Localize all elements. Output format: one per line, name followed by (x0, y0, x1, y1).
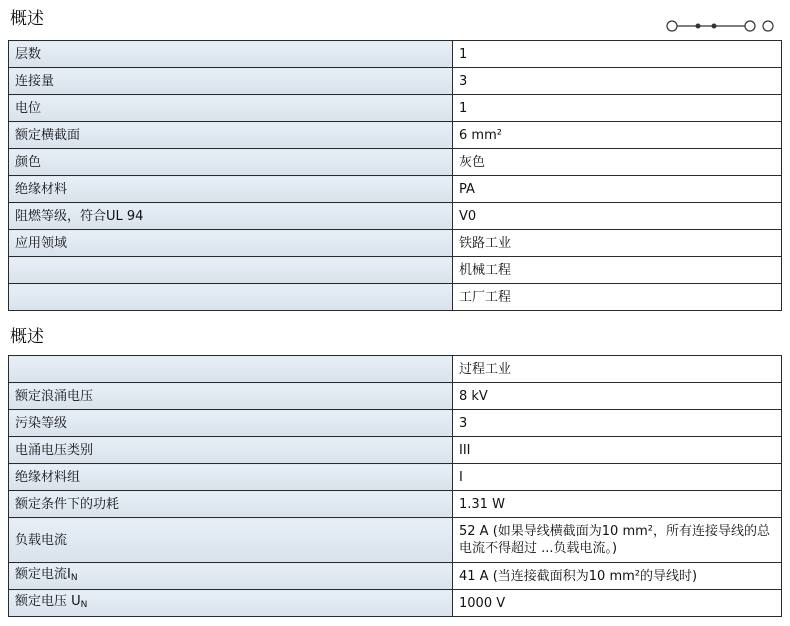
table-row (9, 230, 782, 257)
row-value: 3 (453, 410, 782, 437)
row-value: 1 (453, 41, 782, 68)
row-value: 41 A (当连接截面积为10 mm²的导线时) (453, 563, 782, 590)
table-row (9, 284, 782, 311)
row-label: 污染等级 (9, 410, 453, 437)
row-label: 绝缘材料组 (9, 464, 453, 491)
row-value: 1.31 W (453, 491, 782, 518)
row-label: 阻燃等级，符合UL 94 (9, 203, 453, 230)
row-value: 机械工程 (453, 257, 782, 284)
row-label (9, 563, 453, 590)
row-label: 层数 (9, 41, 453, 68)
row-label: 应用领域 (9, 230, 453, 257)
row-label-subscript: N (70, 572, 78, 583)
table-row (9, 203, 782, 230)
terminal-connection-icon (666, 18, 778, 34)
row-label: 额定条件下的功耗 (9, 491, 453, 518)
table-row (9, 356, 782, 383)
row-label-text: 额定电压 U (15, 593, 81, 609)
table-row (9, 410, 782, 437)
row-label: 电涌电压类别 (9, 437, 453, 464)
row-value: 灰色 (453, 149, 782, 176)
table-row (9, 41, 782, 68)
row-label-symbol: I (67, 566, 71, 582)
row-label (9, 356, 453, 383)
row-value: 6 mm² (453, 122, 782, 149)
row-value: 1 (453, 95, 782, 122)
row-label: 电位 (9, 95, 453, 122)
row-value: 铁路工业 (453, 230, 782, 257)
table-row (9, 464, 782, 491)
row-value: 1000 V (453, 590, 782, 617)
table-row (9, 563, 782, 590)
table-row (9, 68, 782, 95)
table-row (9, 437, 782, 464)
row-label: 连接量 (9, 68, 453, 95)
row-value: PA (453, 176, 782, 203)
table-row (9, 590, 782, 617)
row-value: 8 kV (453, 383, 782, 410)
section-title: 概述 (10, 9, 44, 29)
table-row (9, 257, 782, 284)
row-value: V0 (453, 203, 782, 230)
table-row (9, 149, 782, 176)
table-row (9, 491, 782, 518)
table-row (9, 95, 782, 122)
spec-table (8, 355, 782, 617)
spec-table (8, 40, 782, 311)
table-row (9, 518, 782, 563)
row-value: 工厂工程 (453, 284, 782, 311)
row-value: 3 (453, 68, 782, 95)
row-label: 负载电流 (9, 518, 453, 563)
row-label (9, 284, 453, 311)
row-label: 颜色 (9, 149, 453, 176)
section-title: 概述 (10, 327, 44, 347)
table-row (9, 176, 782, 203)
row-value: I (453, 464, 782, 491)
row-label-text: 额定电流 (15, 566, 68, 582)
row-label (9, 257, 453, 284)
table-row (9, 122, 782, 149)
table-row (9, 383, 782, 410)
row-label: 绝缘材料 (9, 176, 453, 203)
row-label (9, 590, 453, 617)
row-label: 额定横截面 (9, 122, 453, 149)
row-value: III (453, 437, 782, 464)
row-value: 52 A (如果导线横截面为10 mm²，所有连接导线的总电流不得超过 ...负载电流。) (453, 518, 782, 563)
row-label: 额定浪涌电压 (9, 383, 453, 410)
row-label-subscript: N (80, 599, 88, 610)
row-value: 过程工业 (453, 356, 782, 383)
